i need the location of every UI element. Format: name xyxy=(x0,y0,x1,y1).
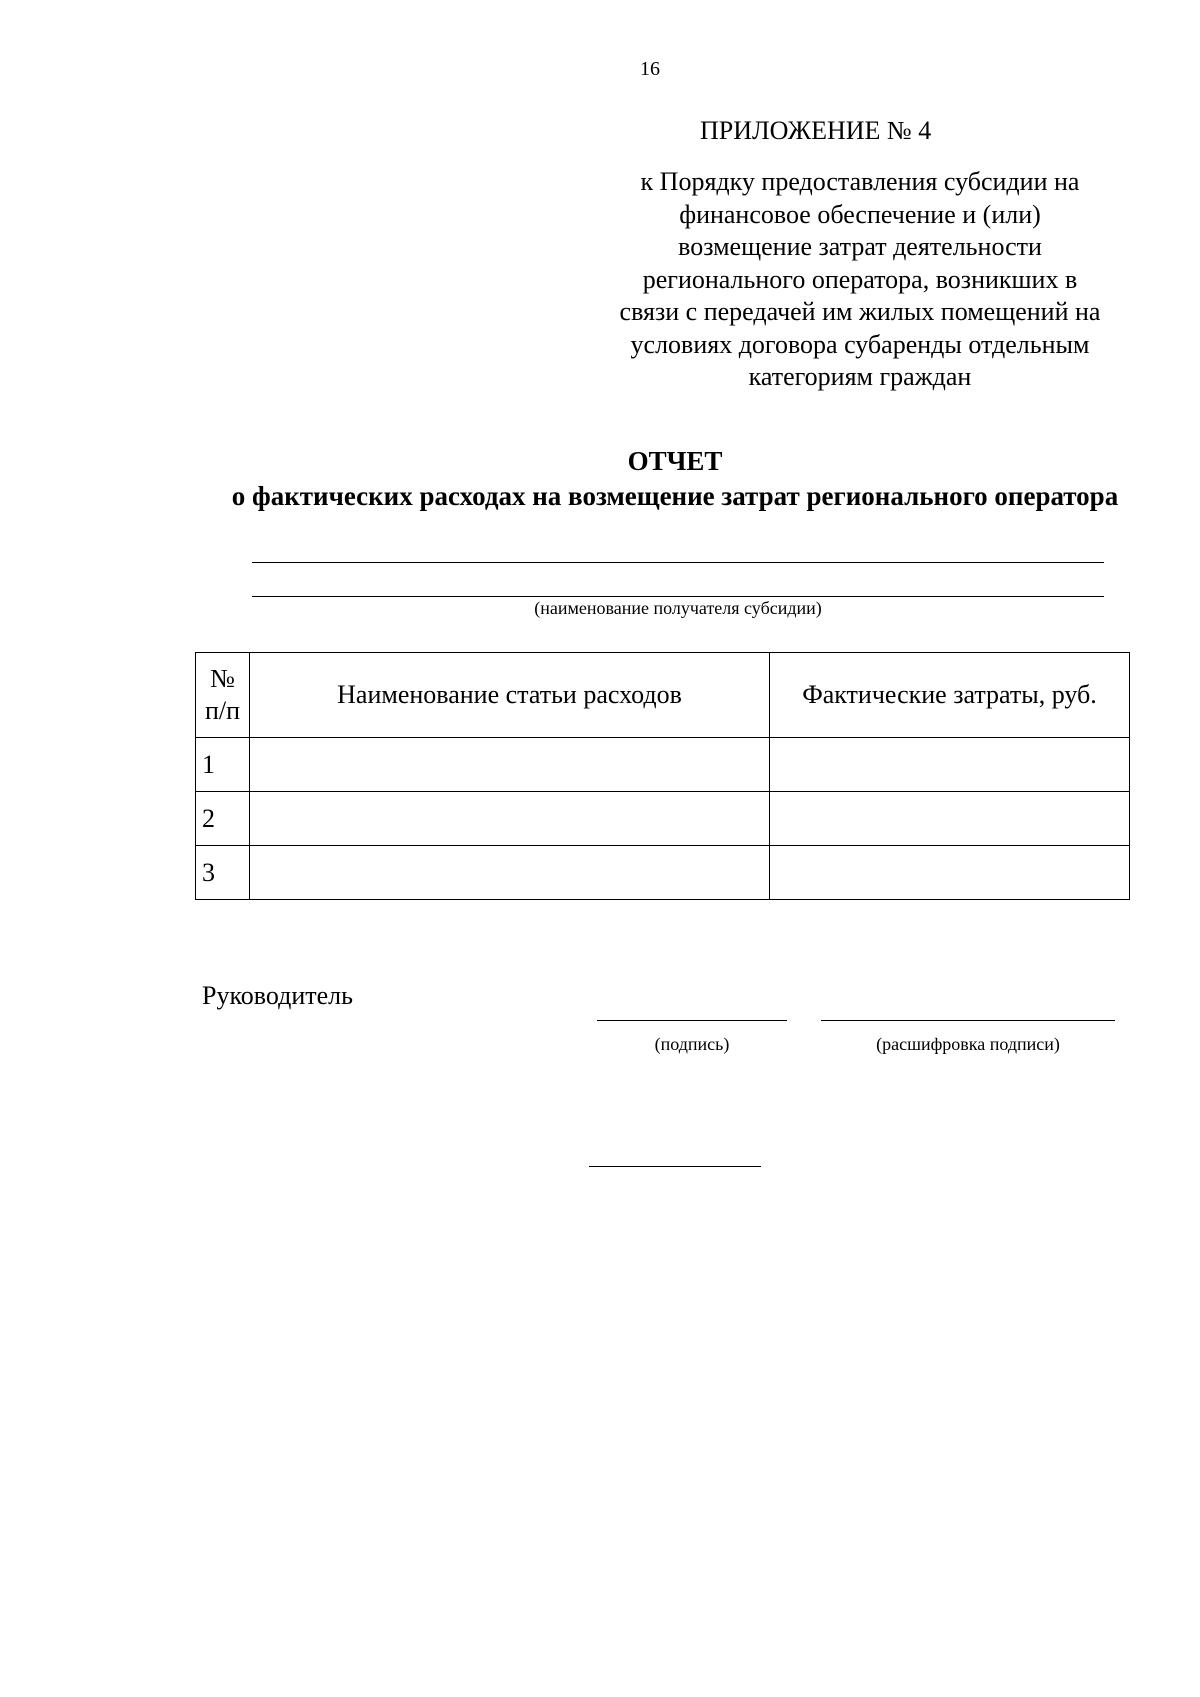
signature-decode-caption: (расшифровка подписи) xyxy=(876,1034,1060,1054)
report-title: ОТЧЕТ xyxy=(627,446,723,476)
signature-caption: (подпись) xyxy=(654,1034,730,1054)
table-row xyxy=(196,738,1130,792)
expense-name-cell[interactable] xyxy=(250,846,770,900)
actual-cost-cell[interactable] xyxy=(770,738,1130,792)
expense-name-cell[interactable] xyxy=(250,738,770,792)
appendix-line: возмещение затрат деятельности xyxy=(678,232,1042,261)
table-row xyxy=(196,846,1130,900)
row-number: 3 xyxy=(196,846,250,900)
appendix-line: условиях договора субаренды отдельным xyxy=(630,329,1090,359)
actual-cost-cell[interactable] xyxy=(770,792,1130,846)
table-row xyxy=(196,792,1130,846)
table-header-row xyxy=(196,653,1130,738)
row-number: 2 xyxy=(196,792,250,846)
header-expense-name: Наименование статьи расходов xyxy=(250,653,770,738)
recipient-line-2 xyxy=(252,596,1104,597)
appendix-line: категориям граждан xyxy=(748,362,972,391)
header-actual-cost: Фактические затраты, руб. xyxy=(770,653,1130,738)
signature-decode-line xyxy=(821,1020,1115,1021)
recipient-line-1 xyxy=(252,562,1104,563)
appendix-title: ПРИЛОЖЕНИЕ № 4 xyxy=(700,116,932,145)
appendix-line: связи с передачей им жилых помещений на xyxy=(619,297,1101,326)
expense-name-cell[interactable] xyxy=(250,792,770,846)
report-subtitle: о фактических расходах на возмещение затрат регионального оператора xyxy=(231,481,1119,511)
actual-cost-cell[interactable] xyxy=(770,846,1130,900)
footer-line xyxy=(589,1166,761,1167)
head-label: Руководитель xyxy=(202,981,353,1010)
header-number-line1: № xyxy=(210,664,235,693)
appendix-line: финансовое обеспечение и (или) xyxy=(679,199,1041,229)
expenses-table xyxy=(195,652,1130,900)
appendix-line: к Порядку предоставления субсидии на xyxy=(640,167,1080,196)
signature-line xyxy=(597,1020,787,1021)
header-number-line2: п/п xyxy=(204,696,241,725)
header-number xyxy=(196,653,250,738)
row-number: 1 xyxy=(196,738,250,792)
page-number: 16 xyxy=(640,58,660,80)
recipient-caption: (наименование получателя субсидии) xyxy=(534,598,822,618)
appendix-description xyxy=(600,166,1120,394)
appendix-line: регионального оператора, возникших в xyxy=(642,264,1078,294)
